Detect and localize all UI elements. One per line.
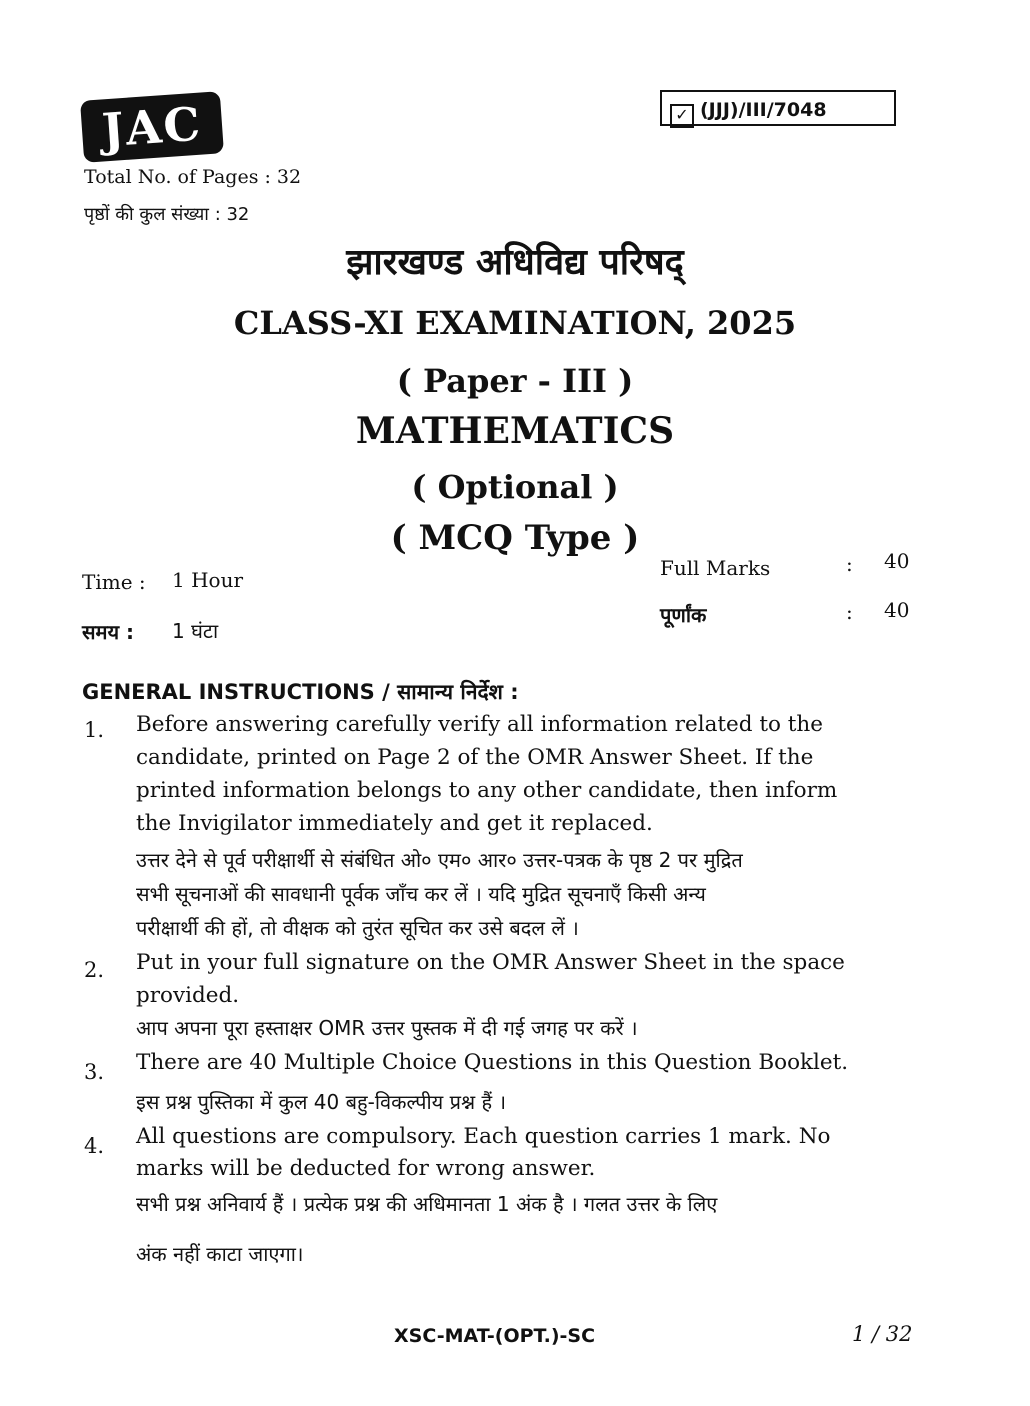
jac-logo: JAC xyxy=(80,91,224,163)
instruction-text: the Invigilator immediately and get it replaced. xyxy=(136,811,653,836)
instruction-text-hindi: सभी प्रश्न अनिवार्य हैं । प्रत्येक प्रश्न की अधिमानता 1 अंक है । गलत उत्तर के लिए xyxy=(136,1192,718,1216)
full-marks-value: 40 xyxy=(884,549,910,573)
instruction-text: provided. xyxy=(136,983,240,1008)
full-marks-label-hindi: पूर्णांक xyxy=(660,603,707,627)
instruction-text: printed information belongs to any other candidate, then inform xyxy=(136,778,838,803)
paper-number: ( Paper - III ) xyxy=(396,362,634,400)
instruction-text: marks will be deducted for wrong answer. xyxy=(136,1156,596,1181)
board-name-hindi: झारखण्ड अधिविद्य परिषद् xyxy=(346,242,684,283)
instruction-text-hindi: आप अपना पूरा हस्ताक्षर OMR उत्तर पुस्तक में दी गई जगह पर करें । xyxy=(136,1016,638,1040)
mcq-type-label: ( MCQ Type ) xyxy=(390,518,640,558)
full-marks-value-hindi: 40 xyxy=(884,598,910,622)
instruction-text: Before answering carefully verify all information related to the xyxy=(136,712,823,737)
page-number: 1 / 32 xyxy=(852,1322,913,1346)
time-label: Time : xyxy=(82,570,146,594)
instruction-number: 1. xyxy=(84,718,105,742)
instruction-text-hindi: सभी सूचनाओं की सावधानी पूर्वक जाँच कर लें । यदि मुद्रित सूचनाएँ किसी अन्य xyxy=(136,882,706,906)
footer-paper-code: XSC-MAT-(OPT.)-SC xyxy=(394,1325,596,1347)
paper-code-box xyxy=(660,90,896,126)
instruction-text-hindi: उत्तर देने से पूर्व परीक्षार्थी से संबंधित ओ० एम० आर० उत्तर-पत्रक के पृष्ठ 2 पर मुद्रित xyxy=(136,848,743,872)
instruction-text-hindi: अंक नहीं काटा जाएगा। xyxy=(136,1242,304,1266)
checkmark-icon: ✓ xyxy=(670,104,694,128)
instruction-text: All questions are compulsory. Each question carries 1 mark. No xyxy=(136,1124,831,1149)
subject-title: MATHEMATICS xyxy=(355,410,675,452)
exam-title: CLASS-XI EXAMINATION, 2025 xyxy=(233,304,797,342)
full-marks-label: Full Marks xyxy=(660,556,771,580)
instruction-number: 2. xyxy=(84,958,105,982)
instruction-number: 4. xyxy=(84,1134,105,1158)
time-label-hindi: समय : xyxy=(82,620,135,644)
instruction-text-hindi: इस प्रश्न पुस्तिका में कुल 40 बहु-विकल्पीय प्रश्न हैं । xyxy=(136,1090,507,1114)
optional-label: ( Optional ) xyxy=(411,468,619,506)
instructions-heading: GENERAL INSTRUCTIONS / सामान्य निर्देश : xyxy=(82,680,519,704)
full-marks-colon-hindi: : xyxy=(846,600,853,624)
paper-code: (JJJ)/III/7048 xyxy=(700,99,827,121)
time-value: 1 Hour xyxy=(172,568,244,592)
instruction-text-hindi: परीक्षार्थी की हों, तो वीक्षक को तुरंत सूचित कर उसे बदल लें । xyxy=(136,916,579,940)
instruction-number: 3. xyxy=(84,1060,105,1084)
instruction-text: There are 40 Multiple Choice Questions in this Question Booklet. xyxy=(136,1050,849,1075)
full-marks-colon: : xyxy=(846,552,853,576)
total-pages-en: Total No. of Pages : 32 xyxy=(84,166,302,188)
instruction-text: Put in your full signature on the OMR Answer Sheet in the space xyxy=(136,950,845,975)
time-value-hindi: 1 घंटा xyxy=(172,619,219,643)
instruction-text: candidate, printed on Page 2 of the OMR Answer Sheet. If the xyxy=(136,745,814,770)
total-pages-hi: पृष्ठों की कुल संख्या : 32 xyxy=(84,204,250,225)
